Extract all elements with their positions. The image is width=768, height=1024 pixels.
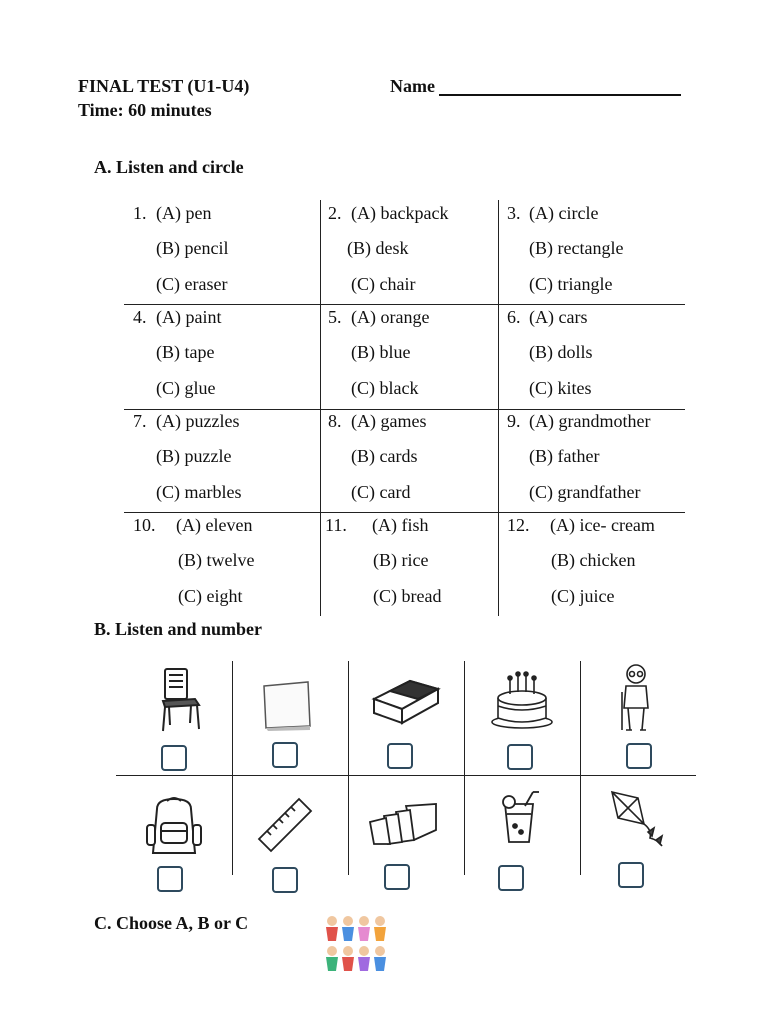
option-b[interactable]: (B) tape bbox=[156, 342, 215, 362]
question-number: 5. bbox=[328, 307, 342, 327]
option-a[interactable]: (A) cars bbox=[529, 307, 588, 327]
option-c[interactable]: (C) marbles bbox=[156, 482, 242, 502]
paper-icon bbox=[260, 678, 314, 732]
table-divider bbox=[124, 409, 685, 410]
option-b[interactable]: (B) puzzle bbox=[156, 446, 232, 466]
question-number: 2. bbox=[328, 203, 342, 223]
table-divider bbox=[498, 200, 499, 616]
eraser-icon bbox=[370, 675, 442, 725]
option-a[interactable]: (A) games bbox=[351, 411, 427, 431]
option-c[interactable]: (C) chair bbox=[351, 274, 416, 294]
kite-icon bbox=[608, 788, 672, 852]
answer-box[interactable] bbox=[498, 865, 524, 891]
option-a[interactable]: (A) ice- cream bbox=[550, 515, 655, 535]
option-b[interactable]: (B) father bbox=[529, 446, 600, 466]
option-b[interactable]: (B) rice bbox=[373, 550, 429, 570]
question-number: 12. bbox=[507, 515, 530, 535]
grid-divider bbox=[580, 661, 581, 875]
option-b[interactable]: (B) cards bbox=[351, 446, 418, 466]
question-number: 3. bbox=[507, 203, 521, 223]
question-number: 9. bbox=[507, 411, 521, 431]
juice-icon bbox=[497, 790, 543, 846]
option-b[interactable]: (B) desk bbox=[347, 238, 409, 258]
bread-icon bbox=[366, 800, 440, 846]
option-a[interactable]: (A) fish bbox=[372, 515, 429, 535]
grid-divider bbox=[348, 661, 349, 875]
name-blank-line[interactable] bbox=[439, 76, 681, 96]
option-c[interactable]: (C) glue bbox=[156, 378, 216, 398]
option-c[interactable]: (C) bread bbox=[373, 586, 442, 606]
option-c[interactable]: (C) black bbox=[351, 378, 419, 398]
option-a[interactable]: (A) grandmother bbox=[529, 411, 651, 431]
section-b-heading: B. Listen and number bbox=[94, 619, 263, 639]
option-a[interactable]: (A) pen bbox=[156, 203, 212, 223]
answer-box[interactable] bbox=[626, 743, 652, 769]
question-number: 11. bbox=[325, 515, 347, 535]
question-number: 4. bbox=[133, 307, 147, 327]
grid-divider bbox=[232, 661, 233, 875]
option-c[interactable]: (C) grandfather bbox=[529, 482, 641, 502]
backpack-icon bbox=[143, 795, 205, 859]
section-a-heading: A. Listen and circle bbox=[94, 157, 244, 177]
answer-box[interactable] bbox=[272, 742, 298, 768]
option-c[interactable]: (C) triangle bbox=[529, 274, 613, 294]
question-number: 7. bbox=[133, 411, 147, 431]
chair-icon bbox=[155, 665, 205, 735]
option-c[interactable]: (C) eraser bbox=[156, 274, 228, 294]
option-b[interactable]: (B) blue bbox=[351, 342, 411, 362]
table-divider bbox=[124, 512, 685, 513]
option-c[interactable]: (C) card bbox=[351, 482, 411, 502]
option-a[interactable]: (A) circle bbox=[529, 203, 599, 223]
option-c[interactable]: (C) eight bbox=[178, 586, 243, 606]
grid-divider bbox=[116, 775, 696, 776]
option-b[interactable]: (B) dolls bbox=[529, 342, 593, 362]
option-a[interactable]: (A) puzzles bbox=[156, 411, 240, 431]
option-a[interactable]: (A) backpack bbox=[351, 203, 449, 223]
answer-box[interactable] bbox=[161, 745, 187, 771]
cake-icon bbox=[490, 668, 554, 730]
answer-box[interactable] bbox=[387, 743, 413, 769]
table-divider bbox=[320, 200, 321, 616]
option-a[interactable]: (A) orange bbox=[351, 307, 430, 327]
answer-box[interactable] bbox=[157, 866, 183, 892]
option-a[interactable]: (A) eleven bbox=[176, 515, 253, 535]
question-number: 1. bbox=[133, 203, 147, 223]
name-field[interactable] bbox=[390, 76, 681, 97]
name-label: Name bbox=[390, 76, 435, 96]
option-b[interactable]: (B) twelve bbox=[178, 550, 255, 570]
answer-box[interactable] bbox=[272, 867, 298, 893]
ruler-icon bbox=[255, 795, 315, 855]
answer-box[interactable] bbox=[618, 862, 644, 888]
option-a[interactable]: (A) paint bbox=[156, 307, 222, 327]
test-time: Time: 60 minutes bbox=[78, 100, 212, 120]
table-divider bbox=[124, 304, 685, 305]
test-title: FINAL TEST (U1-U4) bbox=[78, 76, 250, 96]
question-number: 6. bbox=[507, 307, 521, 327]
dolls-icon bbox=[322, 913, 392, 977]
option-b[interactable]: (B) rectangle bbox=[529, 238, 624, 258]
question-number: 8. bbox=[328, 411, 342, 431]
section-c-heading: C. Choose A, B or C bbox=[94, 913, 249, 933]
grid-divider bbox=[464, 661, 465, 875]
grandfather-icon bbox=[616, 662, 656, 734]
question-number: 10. bbox=[133, 515, 156, 535]
option-c[interactable]: (C) kites bbox=[529, 378, 592, 398]
answer-box[interactable] bbox=[507, 744, 533, 770]
answer-box[interactable] bbox=[384, 864, 410, 890]
option-b[interactable]: (B) chicken bbox=[551, 550, 636, 570]
option-b[interactable]: (B) pencil bbox=[156, 238, 229, 258]
option-c[interactable]: (C) juice bbox=[551, 586, 615, 606]
